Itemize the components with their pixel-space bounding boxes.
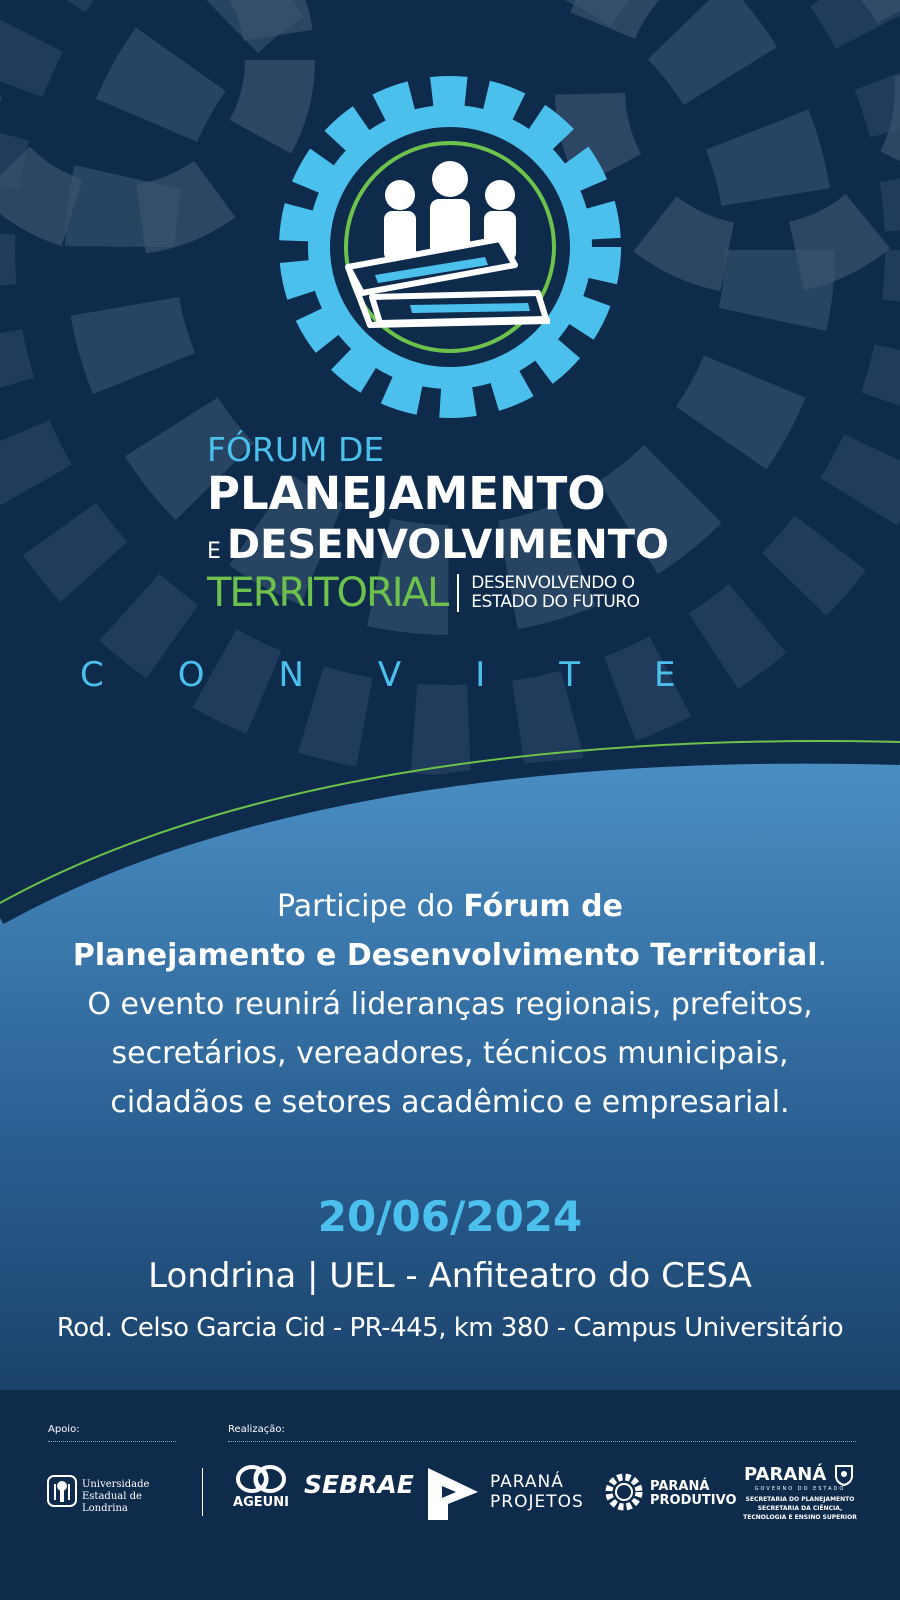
uel-logo — [46, 1474, 186, 1514]
ageuni-emblem-icon — [234, 1464, 288, 1494]
parana-projetos-icon — [426, 1466, 480, 1522]
realizacao-divider — [228, 1441, 856, 1442]
apoio-divider — [48, 1441, 176, 1442]
invitation-line-2 — [0, 931, 900, 980]
parana-produtivo-2: PRODUTIVO — [650, 1493, 737, 1508]
realizacao-label: Realização: — [228, 1424, 285, 1435]
parana-projetos-2: PROJETOS — [490, 1492, 584, 1512]
convite-heading: CONVITE — [80, 655, 750, 695]
parana-produtivo-logo — [650, 1480, 737, 1508]
footer-separator — [202, 1468, 203, 1516]
sebrae-logo: SEBRAE — [304, 1470, 414, 1499]
invitation-forum-de: Fórum de — [463, 889, 623, 924]
event-date: 20/06/2024 — [317, 1192, 583, 1241]
apoio-label: Apoio: — [48, 1424, 80, 1435]
tagline-line-2: ESTADO DO FUTURO — [471, 592, 640, 612]
parana-coat-of-arms-icon — [834, 1464, 854, 1486]
title-line-territorial — [207, 570, 707, 616]
title-territorial: TERRITORIAL — [207, 570, 448, 616]
title-planejamento: PLANEJAMENTO — [207, 467, 606, 520]
invitation-line-4: secretários, vereadores, técnicos municipais, — [111, 1036, 789, 1071]
tagline — [471, 574, 639, 612]
uel-name-2: Estadual de Londrina — [82, 1491, 142, 1514]
governo-parana-logo — [740, 1464, 860, 1524]
event-venue: Londrina | UEL - Anfiteatro do CESA — [148, 1256, 752, 1296]
parana-projetos-1: PARANÁ — [490, 1472, 564, 1492]
gov-secretarias — [740, 1495, 860, 1522]
parana-produtivo-gear-icon — [604, 1472, 644, 1512]
uel-emblem-icon — [46, 1474, 78, 1508]
forum-logo-emblem-icon — [270, 75, 630, 425]
gov-line-3: TECNOLOGIA E ENSINO SUPERIOR — [743, 1514, 857, 1521]
title-line-desenvolvimento — [207, 520, 707, 570]
uel-name-1: Universidade — [82, 1479, 150, 1490]
event-address: Rod. Celso Garcia Cid - PR-445, km 380 - Campus Universitário — [56, 1313, 844, 1343]
title-forum-de: FÓRUM DE — [207, 430, 385, 469]
forum-title — [207, 432, 707, 616]
title-e: E — [207, 539, 221, 564]
invitation-line-1 — [0, 882, 900, 931]
parana-projetos-logo — [490, 1472, 584, 1512]
gov-sub: GOVERNO DO ESTADO — [754, 1486, 846, 1492]
parana-produtivo-1: PARANÁ — [650, 1479, 710, 1494]
invitation-event-name: Planejamento e Desenvolvimento Territorial — [72, 938, 818, 973]
invitation-line-5: cidadãos e setores acadêmico e empresarial. — [110, 1085, 790, 1120]
tagline-line-1: DESENVOLVENDO O — [471, 573, 635, 593]
invitation-line-3: O evento reunirá lideranças regionais, prefeitos, — [87, 987, 813, 1022]
gov-line-2: SECRETARIA DA CIÊNCIA, — [757, 1505, 843, 1512]
title-desenvolvimento: DESENVOLVIMENTO — [226, 522, 670, 568]
gov-title: PARANÁ — [744, 1464, 827, 1485]
ageuni-name: AGEUNI — [233, 1495, 289, 1510]
invitation-period: . — [817, 938, 828, 973]
ageuni-logo — [230, 1464, 292, 1522]
gov-line-1: SECRETARIA DO PLANEJAMENTO — [745, 1496, 855, 1503]
title-separator — [457, 574, 459, 612]
invitation-participe: Participe do — [277, 889, 464, 924]
